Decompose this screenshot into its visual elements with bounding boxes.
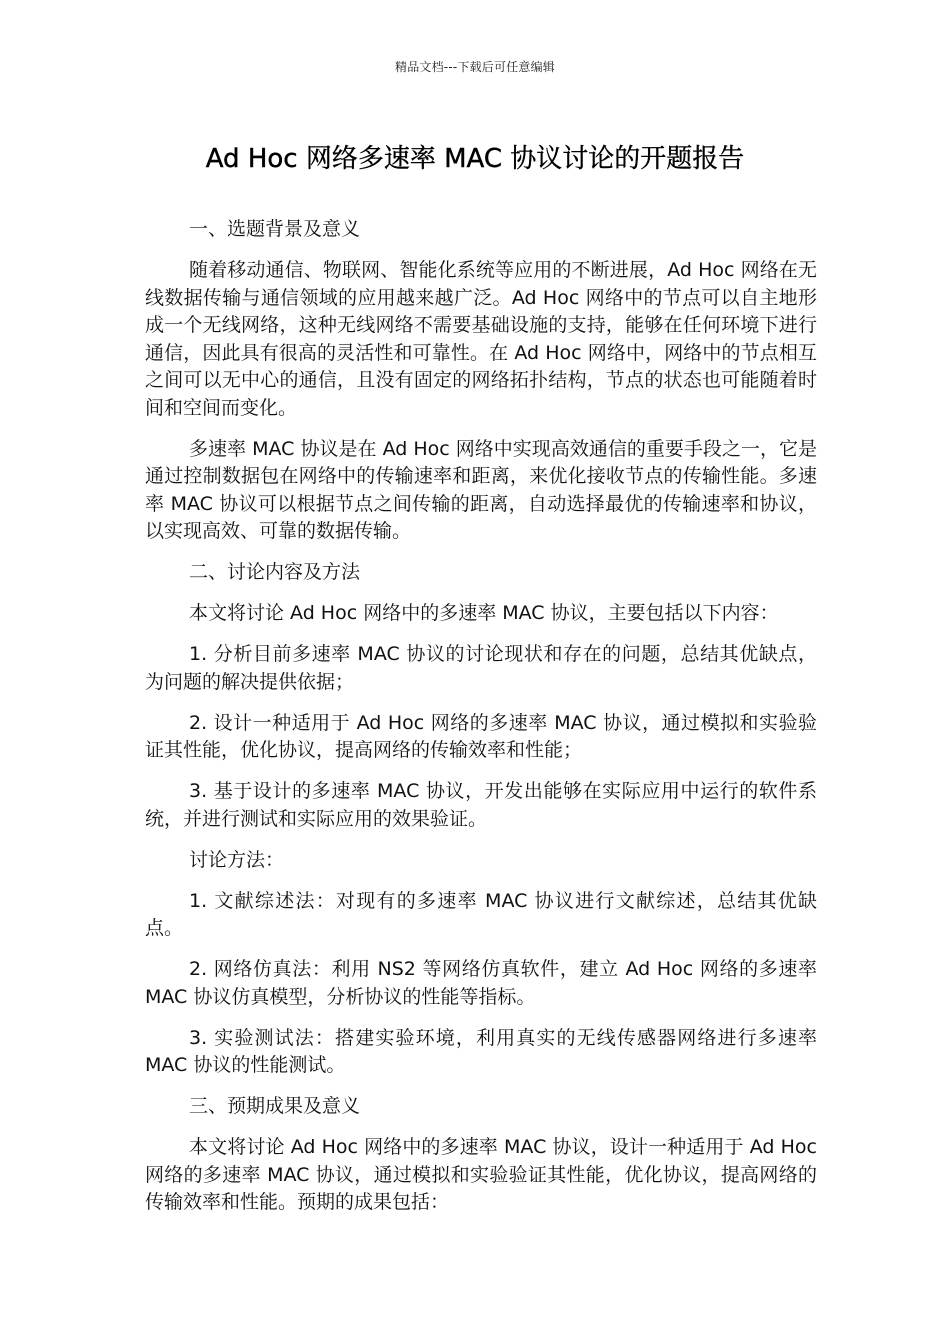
section-heading-background: 一、选题背景及意义 [189,218,361,240]
list-item-content-1: 1. 分析目前多速率 MAC 协议的讨论现状和存在的问题，总结其优缺点，为问题的解决提供依据； [145,643,817,693]
list-item-method-2: 2. 网络仿真法：利用 NS2 等网络仿真软件，建立 Ad Hoc 网络的多速率 MAC 协议仿真模型，分析协议的性能等指标。 [145,958,817,1008]
list-item-method-3: 3. 实验测试法：搭建实验环境，利用真实的无线传感器网络进行多速率 MAC 协议的性能测试。 [145,1026,817,1076]
document-body [145,216,817,1230]
paragraph-outcomes: 本文将讨论 Ad Hoc 网络中的多速率 MAC 协议，设计一种适用于 Ad Hoc 网络的多速率 MAC 协议，通过模拟和实验验证其性能，优化协议，提高网络的传输效率和性能。预期的成果包括： [145,1136,817,1213]
header-note: 精品文档---下载后可任意编辑 [395,60,555,74]
paragraph-background-1: 随着移动通信、物联网、智能化系统等应用的不断进展，Ad Hoc 网络在无线数据传输与通信领域的应用越来越广泛。Ad Hoc 网络中的节点可以自主地形成一个无线网络，这种无线网络不需要基础设施的支持，能够在任何环境下进行通信，因此具有很高的灵活性和可靠性。在 Ad Hoc 网络中，网络中的节点相互之间可以无中心的通信，且没有固定的网络拓扑结构，节点的状态也可能随着时间和空间而变化。 [145,259,817,419]
section-heading-content: 二、讨论内容及方法 [189,561,361,583]
paragraph-content-intro: 本文将讨论 Ad Hoc 网络中的多速率 MAC 协议，主要包括以下内容： [189,602,779,624]
list-item-method-1: 1. 文献综述法：对现有的多速率 MAC 协议进行文献综述，总结其优缺点。 [145,889,817,939]
document-title: Ad Hoc 网络多速率 MAC 协议讨论的开题报告 [205,144,745,174]
section-heading-outcomes: 三、预期成果及意义 [189,1095,361,1117]
methods-label: 讨论方法： [189,848,285,871]
list-item-content-3: 3. 基于设计的多速率 MAC 协议，开发出能够在实际应用中运行的软件系统，并进行测试和实际应用的效果验证。 [145,780,817,830]
list-item-content-2: 2. 设计一种适用于 Ad Hoc 网络的多速率 MAC 协议，通过模拟和实验验证其性能，优化协议，提高网络的传输效率和性能； [145,711,817,761]
paragraph-background-2: 多速率 MAC 协议是在 Ad Hoc 网络中实现高效通信的重要手段之一，它是通过控制数据包在网络中的传输速率和距离，来优化接收节点的传输性能。多速率 MAC 协议可以根据节点之间传输的距离，自动选择最优的传输速率和协议，以实现高效、可靠的数据传输。 [145,437,817,542]
